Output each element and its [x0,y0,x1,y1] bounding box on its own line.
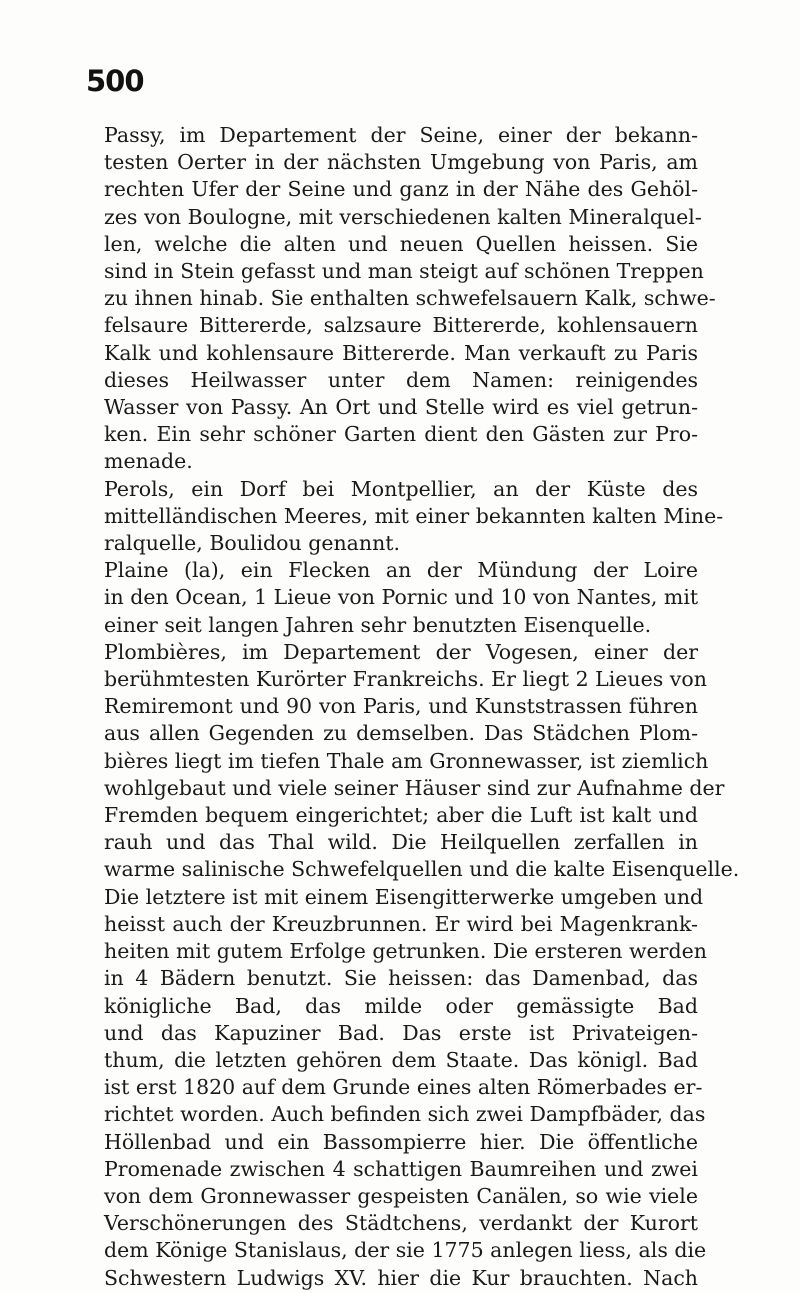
text-line: Perols, ein Dorf bei Montpellier, an der Küste des [104,476,698,501]
text-line: Kalk und kohlensaure Bittererde. Man verkauft zu Paris [104,340,698,365]
text-line: heisst auch der Kreuzbrunnen. Er wird bei Magenkrank- [104,911,698,936]
text-line: und das Kapuziner Bad. Das erste ist Privateigen- [104,1020,698,1045]
text-line: heiten mit gutem Erfolge getrunken. Die ersteren werden [104,939,707,964]
text-line: zes von Boulogne, mit verschiedenen kalten Mineralquel- [104,204,702,229]
text-line: Promenade zwischen 4 schattigen Baumreihen und zwei [104,1156,698,1181]
text-line: dieses Heilwasser unter dem Namen: reinigendes [104,367,698,392]
paragraph-plombieres [80,639,740,1292]
text-line: berühmtesten Kurörter Frankreichs. Er liegt 2 Lieues von [104,667,707,692]
text-line: testen Oerter in der nächsten Umgebung von Paris, am [104,150,698,175]
text-line: Schwestern Ludwigs XV. hier die Kur brauchten. Nach [104,1265,698,1290]
text-line: von dem Gronnewasser gespeisten Canälen, so wie viele [104,1183,698,1208]
text-line: ist erst 1820 auf dem Grunde eines alten Römerbades er- [104,1075,703,1100]
text-line: einer seit langen Jahren sehr benutzten Eisenquelle. [104,612,652,637]
text-line: warme salinische Schwefelquellen und die kalte Eisenquelle. [104,857,740,882]
text-line: königliche Bad, das milde oder gemässigte Bad [104,993,698,1018]
text-line: Remiremont und 90 von Paris, und Kunststrassen führen [104,694,698,719]
text-line: zu ihnen hinab. Sie enthalten schwefelsauern Kalk, schwe- [104,286,716,311]
text-line: Fremden bequem eingerichtet; aber die Luft ist kalt und [104,803,698,828]
text-line: rauh und das Thal wild. Die Heilquellen zerfallen in [104,830,698,855]
text-line: Plaine (la), ein Flecken an der Mündung der Loire [104,558,698,583]
text-line: thum, die letzten gehören dem Staate. Das königl. Bad [104,1047,698,1072]
page-number: 500 [86,64,144,98]
text-line: Die letztere ist mit einem Eisengitterwerke umgeben und [104,884,704,909]
paragraph-plaine [80,557,698,639]
paragraph-perols [80,476,724,558]
text-line: sind in Stein gefasst und man steigt auf schönen Treppen [104,259,704,284]
text-line: Verschönerungen des Städtchens, verdankt der Kurort [104,1211,698,1236]
text-line: in 4 Bädern benutzt. Sie heissen: das Damenbad, das [104,966,698,991]
text-line: aus allen Gegenden zu demselben. Das Städchen Plom- [104,721,698,746]
text-line: menade. [104,449,193,474]
text-line: rechten Ufer der Seine und ganz in der Nähe des Gehöl- [104,177,698,202]
text-line: dem Könige Stanislaus, der sie 1775 anlegen liess, als die [104,1238,707,1263]
text-line: Wasser von Passy. An Ort und Stelle wird es viel getrun- [104,395,698,420]
text-line: ken. Ein sehr schöner Garten dient den Gästen zur Pro- [104,422,698,447]
text-line: wohlgebaut und viele seiner Häuser sind zur Aufnahme der [104,775,725,800]
text-line: ralquelle, Boulidou genannt. [104,531,401,556]
body-text [80,122,740,1292]
text-line: Höllenbad und ein Bassompierre hier. Die öffentliche [104,1129,698,1154]
text-line: bières liegt im tiefen Thale am Gronnewasser, ist ziemlich [104,748,709,773]
text-line: Passy, im Departement der Seine, einer der bekann- [104,123,698,147]
paragraph-passy [80,122,716,476]
text-line: mittelländischen Meeres, mit einer bekannten kalten Mine- [104,503,724,528]
text-line: in den Ocean, 1 Lieue von Pornic und 10 von Nantes, mit [104,585,699,610]
text-line: felsaure Bittererde, salzsaure Bittererde, kohlensauern [104,313,698,338]
text-line: len, welche die alten und neuen Quellen heissen. Sie [104,231,698,256]
text-line: richtet worden. Auch befinden sich zwei Dampfbäder, das [104,1102,706,1127]
text-line: Plombières, im Departement der Vogesen, einer der [104,639,698,664]
